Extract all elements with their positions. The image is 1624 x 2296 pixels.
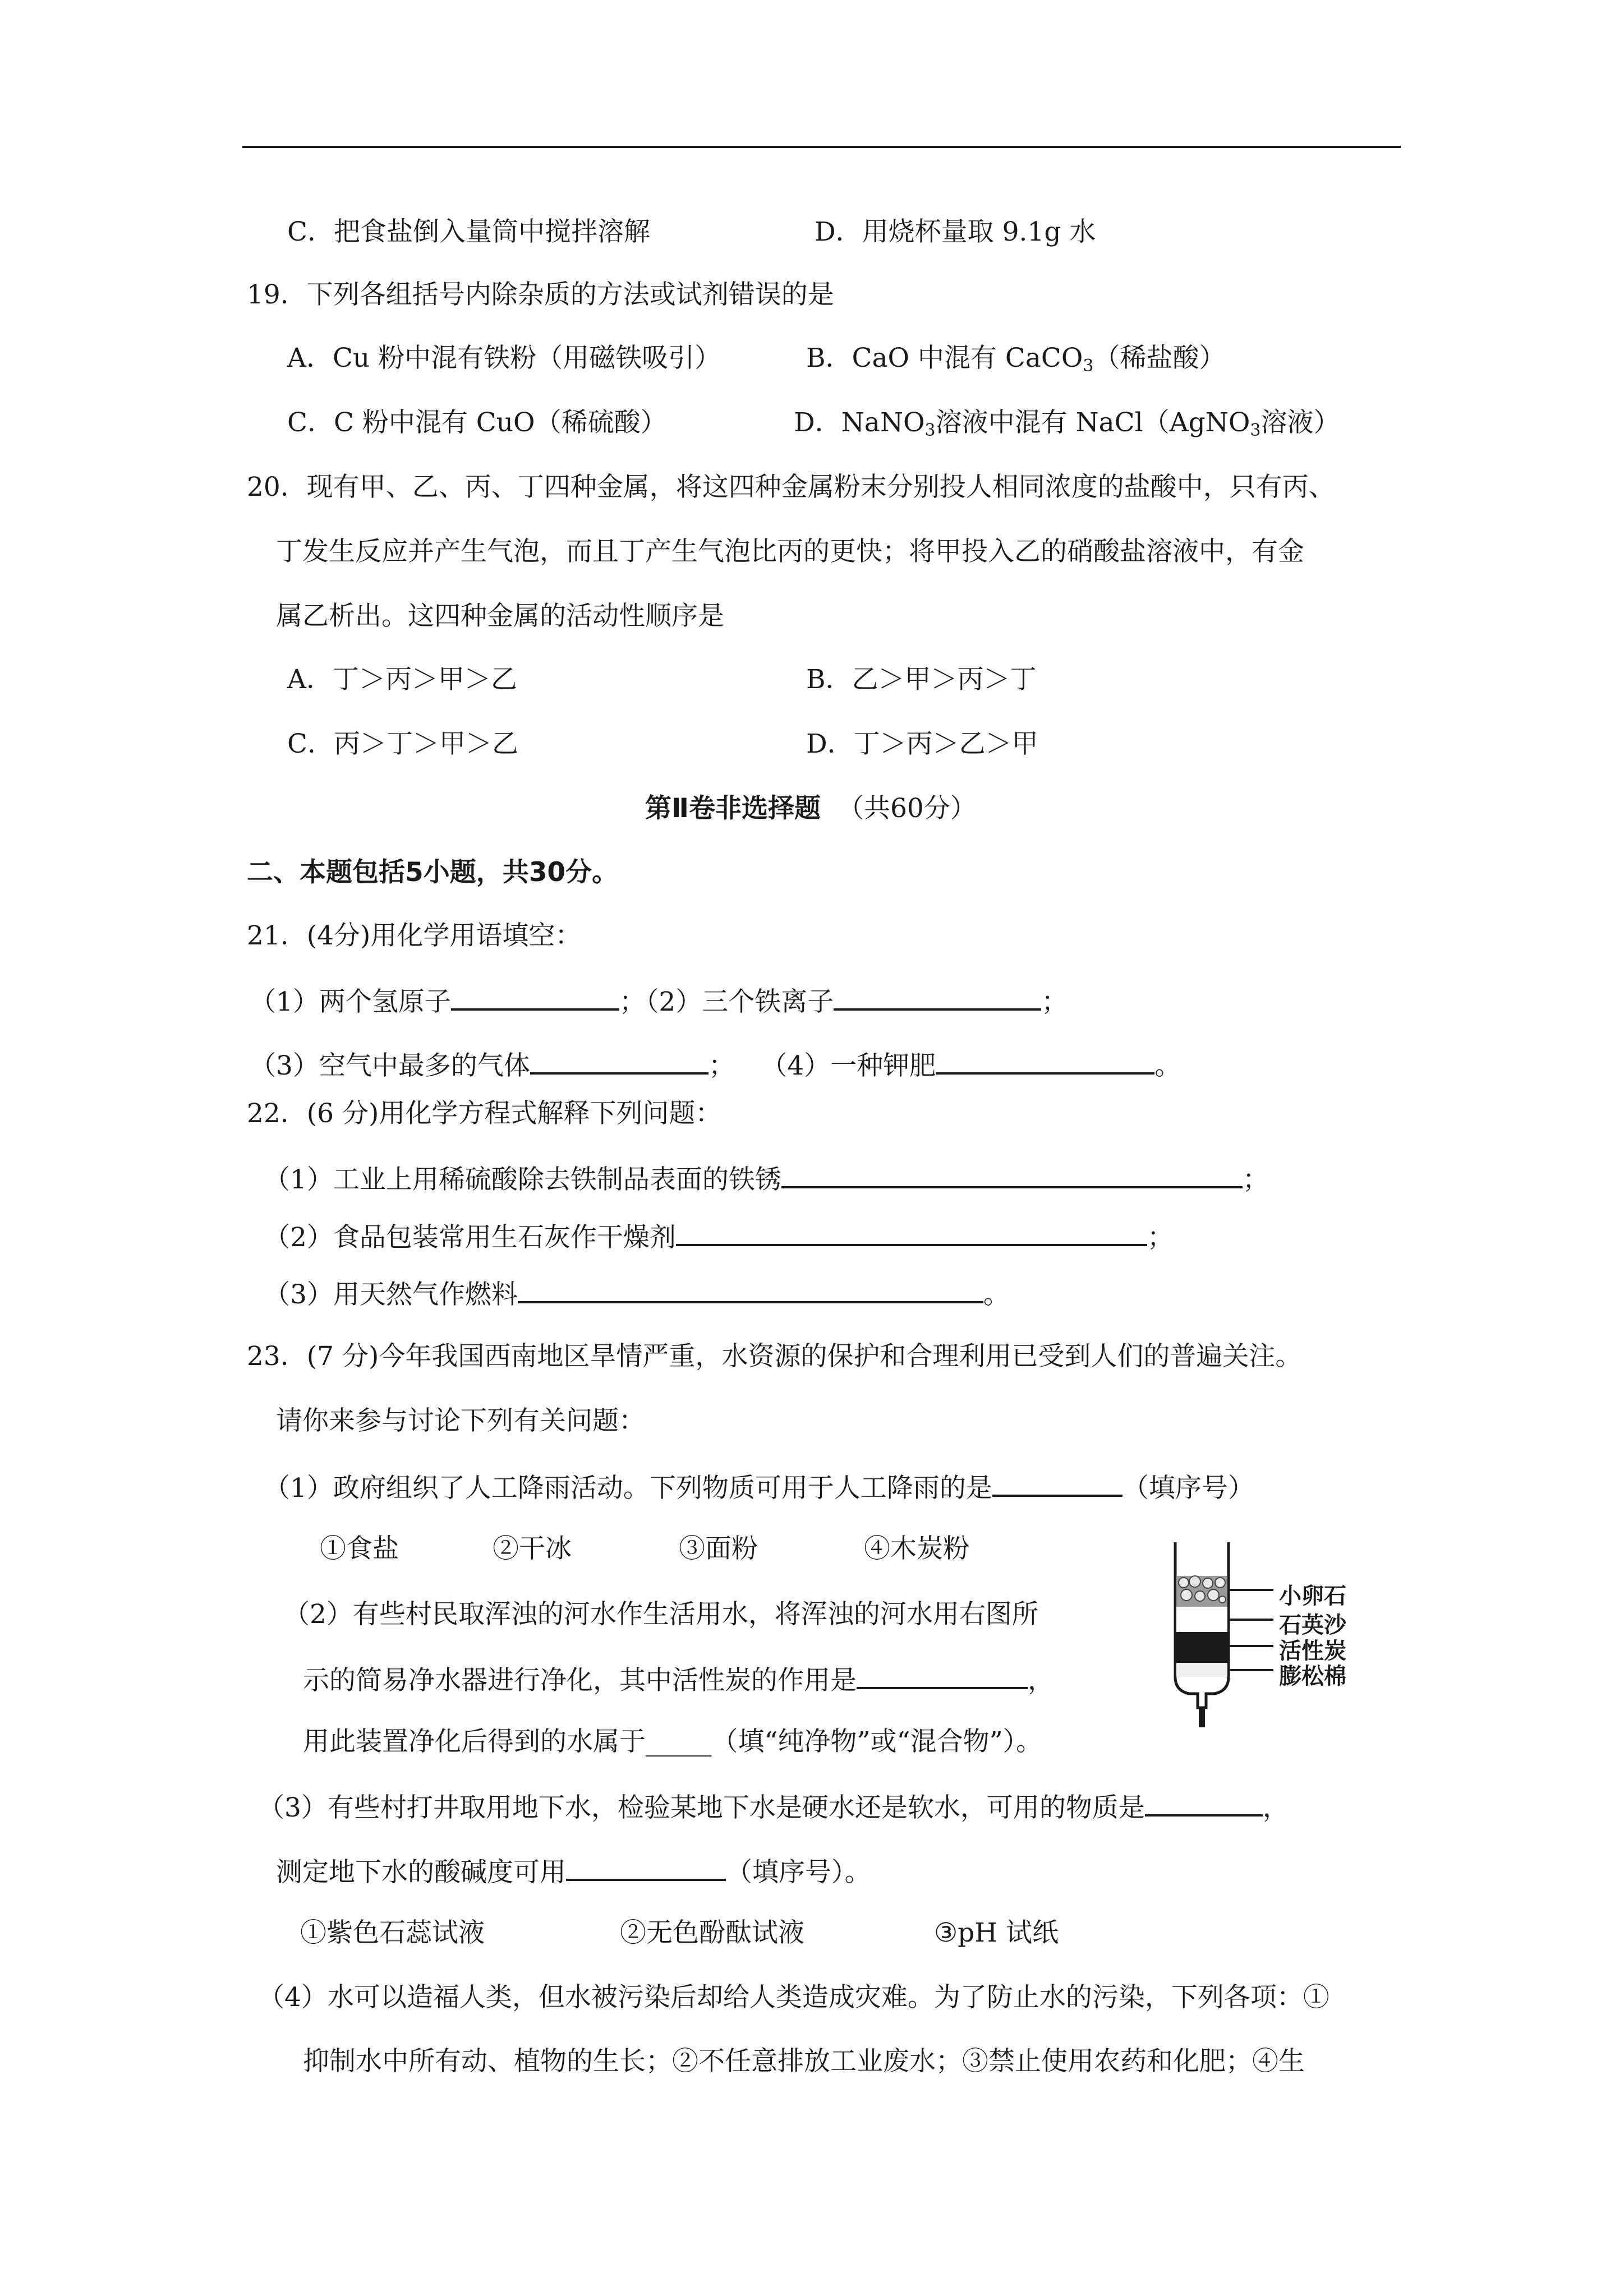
q19-option-a: A．Cu 粉中混有铁粉（用磁铁吸引） — [287, 343, 721, 374]
q19-stem: 19．下列各组括号内除杂质的方法或试剂错误的是 — [247, 279, 834, 310]
q22-stem: 22．(6 分)用化学方程式解释下列问题： — [247, 1098, 722, 1129]
q23-part2-line1: （2）有些村民取浑浊的河水作生活用水，将浑浊的河水用右图所 — [283, 1599, 1038, 1630]
filter-label-pebbles: 小卵石 — [1279, 1583, 1346, 1609]
answer-blank[interactable] — [530, 1050, 709, 1075]
q23-part4-line1: （4）水可以造福人类，但水被污染后却给人类造成灾难。为了防止水的污染，下列各项：① — [258, 1982, 1329, 2013]
answer-blank[interactable] — [834, 986, 1041, 1011]
q20-option-c: C．丙＞丁＞甲＞乙 — [287, 729, 518, 759]
q23-stem-line2: 请你来参与讨论下列有关问题： — [276, 1405, 645, 1436]
q23-part1: （1）政府组织了人工降雨活动。下列物质可用于人工降雨的是 （填序号） — [264, 1473, 1254, 1504]
q23-part1-option-4: ④木炭粉 — [864, 1533, 969, 1564]
q23-part1-option-3: ③面粉 — [679, 1533, 758, 1564]
answer-blank[interactable] — [1145, 1792, 1263, 1816]
q20-option-a: A．丁＞丙＞甲＞乙 — [287, 664, 517, 695]
filter-label-cotton: 膨松棉 — [1279, 1663, 1346, 1689]
q21-line2: （3）空气中最多的气体 ； （4）一种钾肥 。 — [250, 1050, 1181, 1081]
q22-line2: （2）食品包装常用生石灰作干燥剂 ； — [264, 1222, 1174, 1253]
q18-option-c: C．把食盐倒入量筒中搅拌溶解 — [287, 216, 650, 247]
answer-blank[interactable] — [781, 1164, 1243, 1188]
q20-stem-line1: 20．现有甲、乙、丙、丁四种金属，将这四种金属粉末分别投人相同浓度的盐酸中，只有丙、 — [247, 472, 1335, 502]
q22-line3: （3）用天然气作燃料 。 — [264, 1279, 1010, 1310]
header-rule — [242, 146, 1401, 148]
q23-part3-option-1: ①紫色石蕊试液 — [300, 1917, 485, 1948]
answer-blank[interactable] — [518, 1279, 983, 1303]
q21-stem: 21．(4分)用化学用语填空： — [247, 920, 582, 951]
answer-blank[interactable] — [857, 1665, 1028, 1689]
answer-blank[interactable]: _____ — [646, 1726, 712, 1757]
answer-blank[interactable] — [676, 1221, 1147, 1246]
q23-part2-line2: 示的简易净水器进行净化，其中活性炭的作用是 ， — [303, 1665, 1054, 1696]
q23-part3-line2: 测定地下水的酸碱度可用 （填序号）。 — [276, 1857, 871, 1888]
water-filter-diagram — [1164, 1537, 1388, 1733]
answer-blank[interactable] — [566, 1856, 726, 1881]
q23-stem-line1: 23．(7 分)今年我国西南地区旱情严重，水资源的保护和合理利用已受到人们的普遍关注。 — [247, 1341, 1302, 1372]
q23-part4-line2: 抑制水中所有动、植物的生长；②不任意排放工业废水；③禁止使用农药和化肥；④生 — [303, 2046, 1305, 2077]
filter-label-quartz-sand: 石英沙 — [1279, 1612, 1346, 1638]
q20-stem-line3: 属乙析出。这四种金属的活动性顺序是 — [276, 601, 724, 631]
q23-part1-option-2: ②干冰 — [493, 1533, 572, 1564]
q18-option-d: D．用烧杯量取 9.1g 水 — [815, 216, 1096, 247]
q19-option-c: C．C 粉中混有 CuO（稀硫酸） — [287, 407, 667, 438]
q20-option-d: D．丁＞丙＞乙＞甲 — [806, 729, 1038, 759]
q20-stem-line2: 丁发生反应并产生气泡，而且丁产生气泡比丙的更快；将甲投入乙的硝酸盐溶液中，有金 — [276, 536, 1304, 567]
q19-option-b: B．CaO 中混有 CaCO$_3$（稀盐酸） — [806, 343, 1226, 376]
q23-part3-option-3: ③pH 试纸 — [934, 1917, 1059, 1948]
q23-part3-option-2: ②无色酚酞试液 — [620, 1917, 804, 1948]
q19-option-d: D．NaNO$_3$溶液中混有 NaCl（AgNO$_3$溶液） — [794, 407, 1340, 440]
q20-option-b: B．乙＞甲＞丙＞丁 — [806, 664, 1037, 695]
q23-part1-option-1: ①食盐 — [320, 1533, 399, 1564]
answer-blank[interactable] — [451, 986, 619, 1011]
q21-line1: （1）两个氢原子 ；（2）三个铁离子 ； — [250, 986, 1068, 1017]
q23-part3-line1: （3）有些村打井取用地下水，检验某地下水是硬水还是软水，可用的物质是 ， — [258, 1792, 1289, 1823]
filter-label-activated-carbon: 活性炭 — [1279, 1638, 1346, 1664]
answer-blank[interactable] — [992, 1472, 1122, 1497]
part2-title: 第Ⅱ卷非选择题 （共60分） — [645, 793, 977, 824]
answer-blank[interactable] — [936, 1050, 1154, 1075]
q22-line1: （1）工业上用稀硫酸除去铁制品表面的铁锈 ； — [264, 1164, 1269, 1195]
q23-part2-line3: 用此装置净化后得到的水属于_____（填“纯净物”或“混合物”）。 — [303, 1726, 1043, 1757]
section-heading: 二、本题包括5小题，共30分。 — [247, 857, 619, 888]
